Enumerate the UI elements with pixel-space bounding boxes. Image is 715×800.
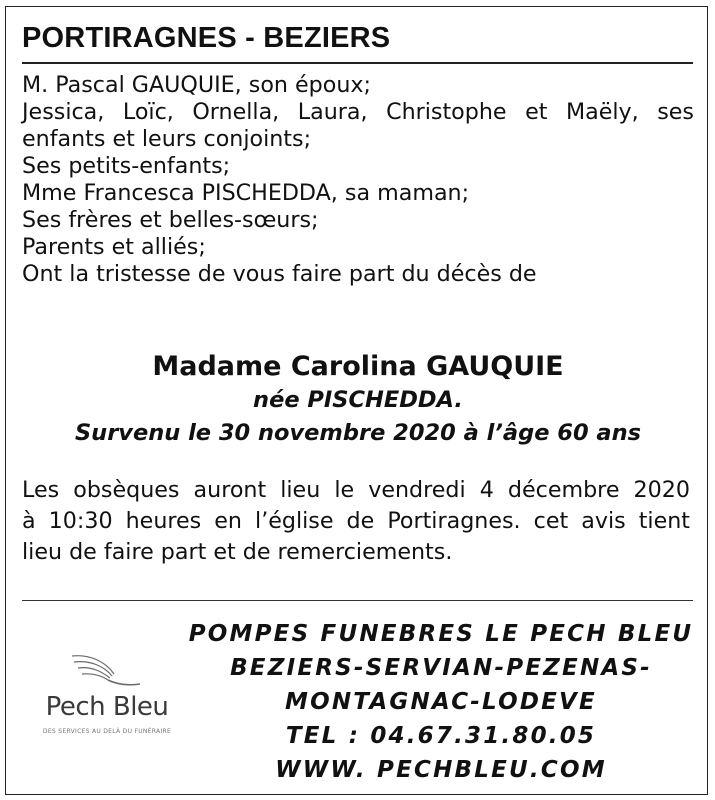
logo-tagline: DES SERVICES AU DELÀ DU FUNÉRAIRE: [42, 728, 172, 735]
company-phone: TEL : 04.67.31.80.05: [285, 723, 597, 749]
funeral-details: [22, 475, 690, 568]
company-locations: MONTAGNAC-LODEVE: [285, 689, 597, 715]
family-list: [22, 72, 694, 288]
family-line: Jessica, Loïc, Ornella, Laura, Christophe et Maëly, ses: [22, 99, 694, 125]
wing-icon: [70, 648, 142, 692]
family-line: enfants et leurs conjoints;: [22, 126, 312, 152]
death-date: Survenu le 30 novembre 2020 à l’âge 60 ans: [74, 420, 642, 446]
family-line: Ses petits-enfants;: [22, 153, 231, 179]
deceased-block: [22, 350, 694, 450]
funeral-line: lieu de faire part et de remerciements.: [22, 539, 453, 565]
pech-bleu-logo: [22, 648, 192, 740]
family-line: Ont la tristesse de vous faire part du décès de: [22, 261, 537, 287]
footer-divider: [22, 600, 693, 601]
company-website: WWW. PECHBLEU.COM: [275, 757, 607, 783]
logo-brand: Pech Bleu: [45, 692, 169, 722]
family-line: Ses frères et belles-sœurs;: [22, 207, 319, 233]
company-name: POMPES FUNEBRES LE PECH BLEU: [188, 621, 694, 647]
company-locations: BEZIERS-SERVIAN-PEZENAS-: [230, 655, 652, 681]
funeral-home-info: [180, 617, 702, 787]
deceased-name: Madame Carolina GAUQUIE: [152, 351, 564, 382]
funeral-line: Les obsèques auront lieu le vendredi 4 décembre 2020: [22, 477, 690, 503]
family-line: Mme Francesca PISCHEDDA, sa maman;: [22, 180, 470, 206]
funeral-line: à 10:30 heures en l’église de Portiragnes. cet avis tient: [22, 508, 690, 534]
notice-heading: PORTIRAGNES - BEZIERS: [22, 22, 391, 54]
family-line: Parents et alliés;: [22, 234, 206, 260]
maiden-name: née PISCHEDDA.: [253, 387, 463, 413]
heading-divider: [22, 62, 693, 64]
family-line: M. Pascal GAUQUIE, son époux;: [22, 72, 372, 98]
